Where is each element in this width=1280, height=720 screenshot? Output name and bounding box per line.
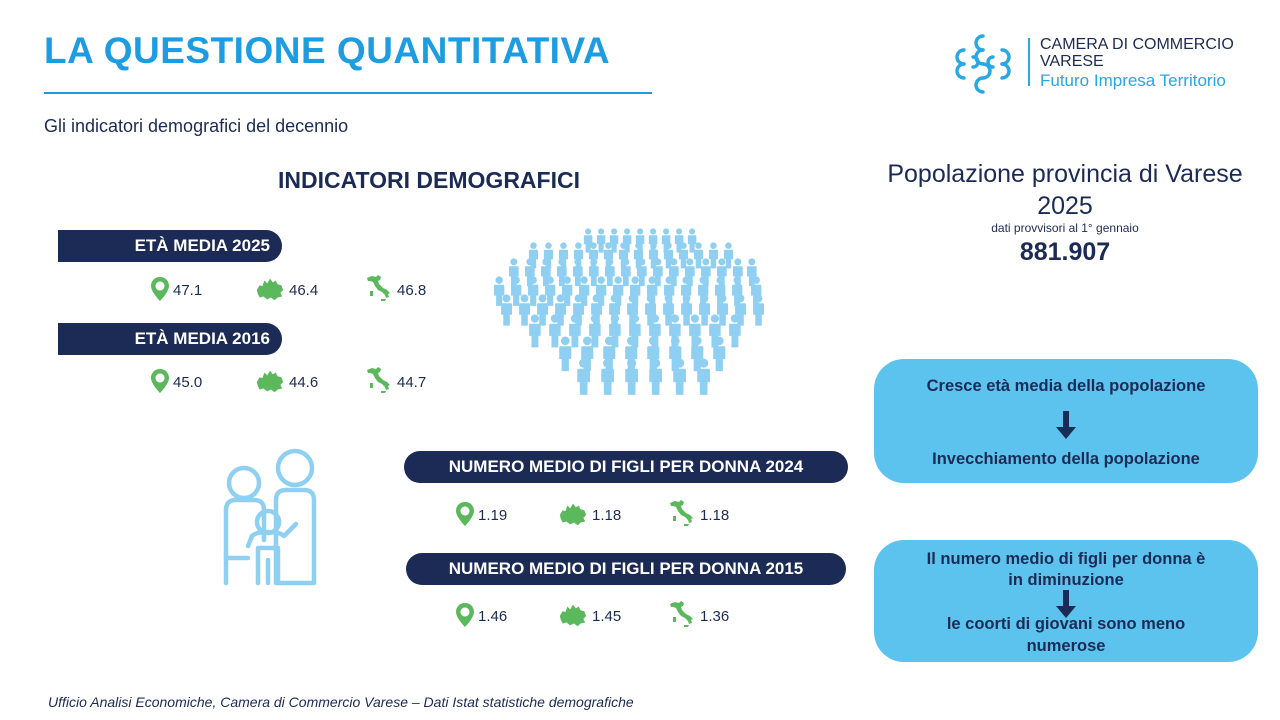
person-figure — [562, 276, 572, 305]
person-figure — [621, 258, 631, 286]
person-figure — [709, 242, 718, 268]
banner-eta-media-2025: ETÀ MEDIA 2025 — [58, 230, 282, 262]
value-varese — [150, 274, 202, 302]
population-value: 881.907 — [1019, 238, 1111, 266]
person-figure — [623, 228, 632, 252]
italy-map-icon — [364, 366, 394, 394]
person-figure — [589, 258, 599, 286]
callout-children-bottom-line1: le coorti di giovani sono meno — [946, 615, 1186, 633]
italy-map-icon — [667, 499, 697, 527]
logo-mark-icon — [948, 30, 1018, 96]
person-figure — [662, 228, 671, 252]
value-italia — [667, 600, 729, 628]
person-figure — [636, 228, 645, 252]
lombardy-map-icon — [557, 602, 589, 628]
person-figure — [637, 258, 647, 286]
person-figure — [679, 242, 688, 268]
italy-map-icon — [667, 600, 697, 628]
value-text: 1.18 — [592, 507, 622, 524]
values-figli-2015 — [455, 600, 755, 628]
person-figure — [697, 359, 710, 395]
person-figure — [649, 359, 662, 395]
banner-figli-2015: NUMERO MEDIO DI FIGLI PER DONNA 2015 — [406, 553, 846, 585]
map-pin-icon — [455, 602, 475, 628]
values-eta-media-2016 — [150, 366, 450, 394]
source-footnote: Ufficio Analisi Economiche, Camera di Commercio Varese – Dati Istat statistiche demografiche — [48, 694, 634, 710]
value-lombardia — [557, 600, 621, 628]
callout-age-top: Cresce età media della popolazione — [926, 377, 1206, 395]
value-italia — [667, 499, 729, 527]
logo-separator — [1028, 38, 1030, 86]
lombardy-map-icon — [254, 368, 286, 394]
map-pin-icon — [455, 501, 475, 527]
person-figure — [713, 336, 725, 371]
value-text: 44.6 — [289, 374, 319, 391]
value-lombardia — [254, 274, 318, 302]
value-text: 1.46 — [478, 608, 508, 625]
person-figure — [605, 258, 615, 286]
value-text: 44.7 — [397, 374, 427, 391]
person-figure — [717, 294, 728, 325]
logo-name-line2: VARESE — [1040, 53, 1104, 70]
person-figure — [681, 294, 692, 325]
person-figure — [729, 314, 741, 347]
value-italia — [364, 366, 426, 394]
person-figure — [494, 276, 504, 305]
page-subtitle: Gli indicatori demografici del decennio — [44, 116, 349, 136]
value-text: 1.18 — [700, 507, 730, 524]
value-varese — [150, 366, 202, 394]
family-icon — [218, 448, 328, 588]
person-figure — [519, 294, 530, 325]
person-figure — [597, 228, 606, 252]
person-figure — [753, 294, 764, 325]
person-figure — [569, 314, 581, 347]
person-figure — [511, 276, 521, 305]
person-figure — [649, 228, 658, 252]
callout-age — [874, 359, 1258, 483]
title-underline — [44, 92, 652, 94]
banner-eta-media-2016: ETÀ MEDIA 2016 — [58, 323, 282, 355]
person-figure — [699, 294, 710, 325]
value-lombardia — [254, 366, 318, 394]
value-lombardia — [557, 499, 621, 527]
person-figure — [577, 359, 590, 395]
value-varese — [455, 499, 507, 527]
value-text: 47.1 — [173, 282, 203, 299]
person-figure — [601, 359, 614, 395]
person-figure — [501, 294, 512, 325]
callout-children-top-line1: Il numero medio di figli per donna è — [926, 550, 1206, 568]
value-text: 1.19 — [478, 507, 508, 524]
person-figure — [694, 242, 703, 268]
person-figure — [724, 242, 733, 268]
person-figure — [625, 359, 638, 395]
map-pin-icon — [150, 368, 170, 394]
person-figure — [549, 314, 561, 347]
page-title: LA QUESTIONE QUANTITATIVA — [44, 30, 611, 71]
map-pin-icon — [150, 276, 170, 302]
person-figure — [537, 294, 548, 325]
value-varese — [455, 600, 507, 628]
crowd-icon — [488, 228, 778, 408]
values-figli-2024 — [455, 499, 755, 527]
person-figure — [675, 228, 684, 252]
callout-children — [874, 540, 1258, 662]
person-figure — [559, 336, 571, 371]
value-text: 45.0 — [173, 374, 203, 391]
value-text: 46.8 — [397, 282, 427, 299]
banner-figli-2024: NUMERO MEDIO DI FIGLI PER DONNA 2024 — [404, 451, 848, 483]
person-figure — [688, 228, 697, 252]
person-figure — [610, 228, 619, 252]
person-figure — [673, 359, 686, 395]
value-italia — [364, 274, 426, 302]
person-figure — [545, 276, 555, 305]
section-title: INDICATORI DEMOGRAFICI — [278, 167, 580, 193]
population-note: dati provvisori al 1° gennaio — [991, 221, 1139, 235]
value-text: 46.4 — [289, 282, 319, 299]
person-figure — [584, 228, 593, 252]
logo-tagline: Futuro Impresa Territorio — [1040, 71, 1226, 90]
value-text: 1.36 — [700, 608, 730, 625]
values-eta-media-2025 — [150, 274, 450, 302]
population-title: Popolazione provincia di Varese 2025 — [887, 160, 1243, 220]
person-figure — [529, 314, 541, 347]
callout-children-top-line2: in diminuzione — [1008, 571, 1124, 589]
value-text: 1.45 — [592, 608, 622, 625]
italy-map-icon — [364, 274, 394, 302]
callout-age-bottom: Invecchiamento della popolazione — [932, 450, 1200, 468]
logo-name-line1: CAMERA DI COMMERCIO — [1040, 36, 1234, 53]
chamber-logo — [946, 30, 1266, 100]
lombardy-map-icon — [254, 276, 286, 302]
person-figure — [528, 276, 538, 305]
arrow-down-icon — [1054, 409, 1078, 441]
lombardy-map-icon — [557, 501, 589, 527]
callout-children-bottom-line2: numerose — [1026, 637, 1106, 655]
